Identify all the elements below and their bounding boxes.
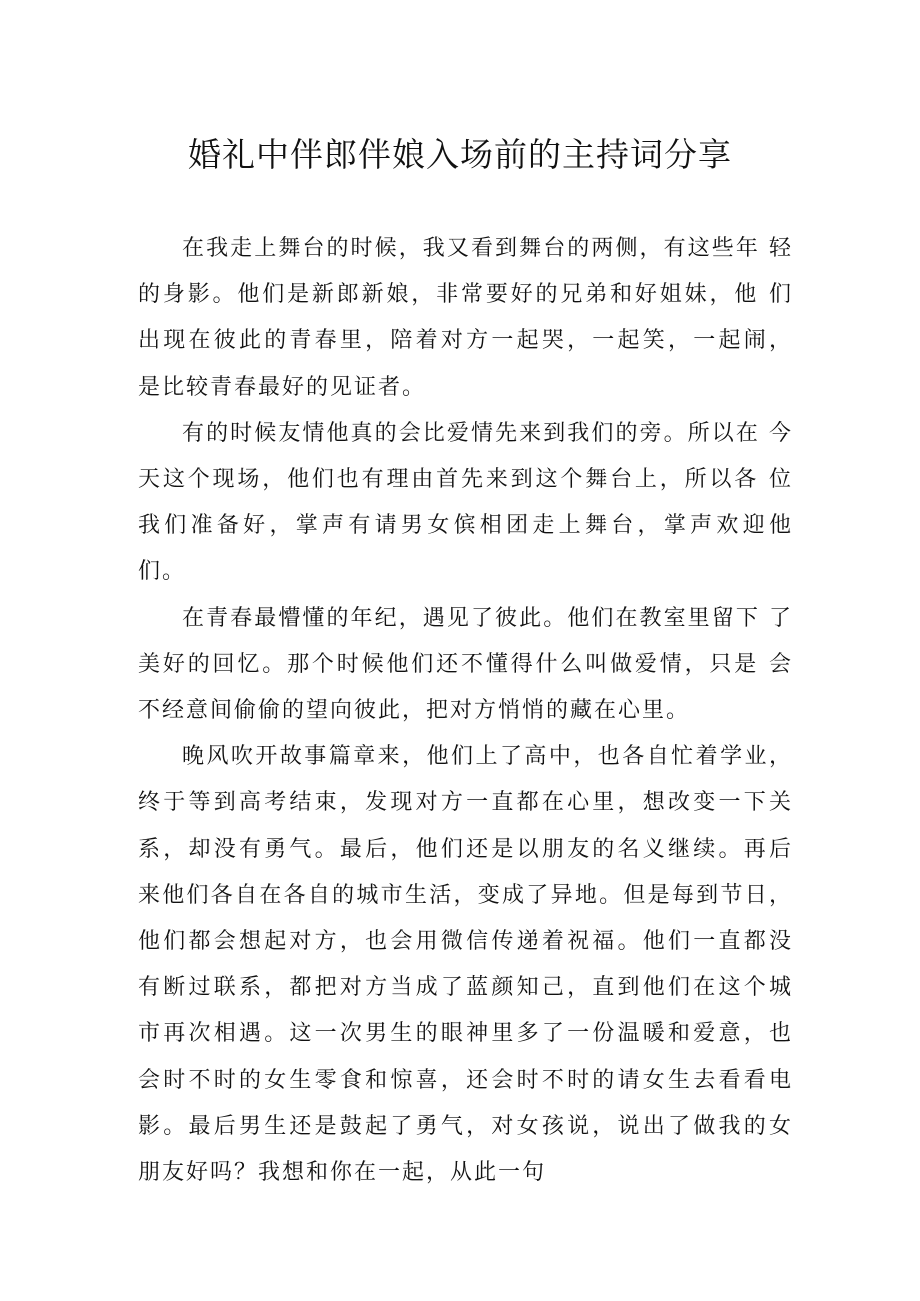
document-title: 婚礼中伴郎伴娘入场前的主持词分享 [188, 135, 732, 174]
paragraph-2: 有的时候友情他真的会比爱情先来到我们的旁。所以在 今天这个现场，他们也有理由首先来到这个舞台上，所以各 位我们准备好，掌声有请男女傧相团走上舞台，掌声欢迎他 们。 [138, 420, 793, 585]
paragraph-3: 在青春最懵懂的年纪，遇见了彼此。他们在教室里留下 了美好的回忆。那个时候他们还不懂得什么叫做爱情，只是 会不经意间偷偷的望向彼此，把对方悄悄的藏在心里。 [138, 605, 793, 724]
paragraph-4: 晚风吹开故事篇章来，他们上了高中，也各自忙着学业，终于等到高考结束，发现对方一直都在心里，想改变一下关 系，却没有勇气。最后，他们还是以朋友的名义继续。再后 来他们各自在各自的城市生活，变成了异地。但是每到节日， 他们都会想起对方，也会用微信传递着祝福。他们一直都没 有断过联系，都把对方当成了蓝颜知己，直到他们在这个城 市再次相遇。这一次男生的眼神里多了一份温暖和爱意，也 会时不时的女生零食和惊喜，还会时不时的请女生去看看电 影。最后男生还是鼓起了勇气，对女孩说，说出了做我的女 朋友好吗？我想和你在一起，从此一句 [138, 744, 793, 1186]
paragraph-1: 在我走上舞台的时候，我又看到舞台的两侧，有这些年 轻的身影。他们是新郎新娘，非常要好的兄弟和好姐妹，他 们出现在彼此的青春里，陪着对方一起哭，一起笑，一起闹， 是比较青春最好的见证者。 [138, 236, 793, 400]
document-body [138, 226, 793, 1196]
